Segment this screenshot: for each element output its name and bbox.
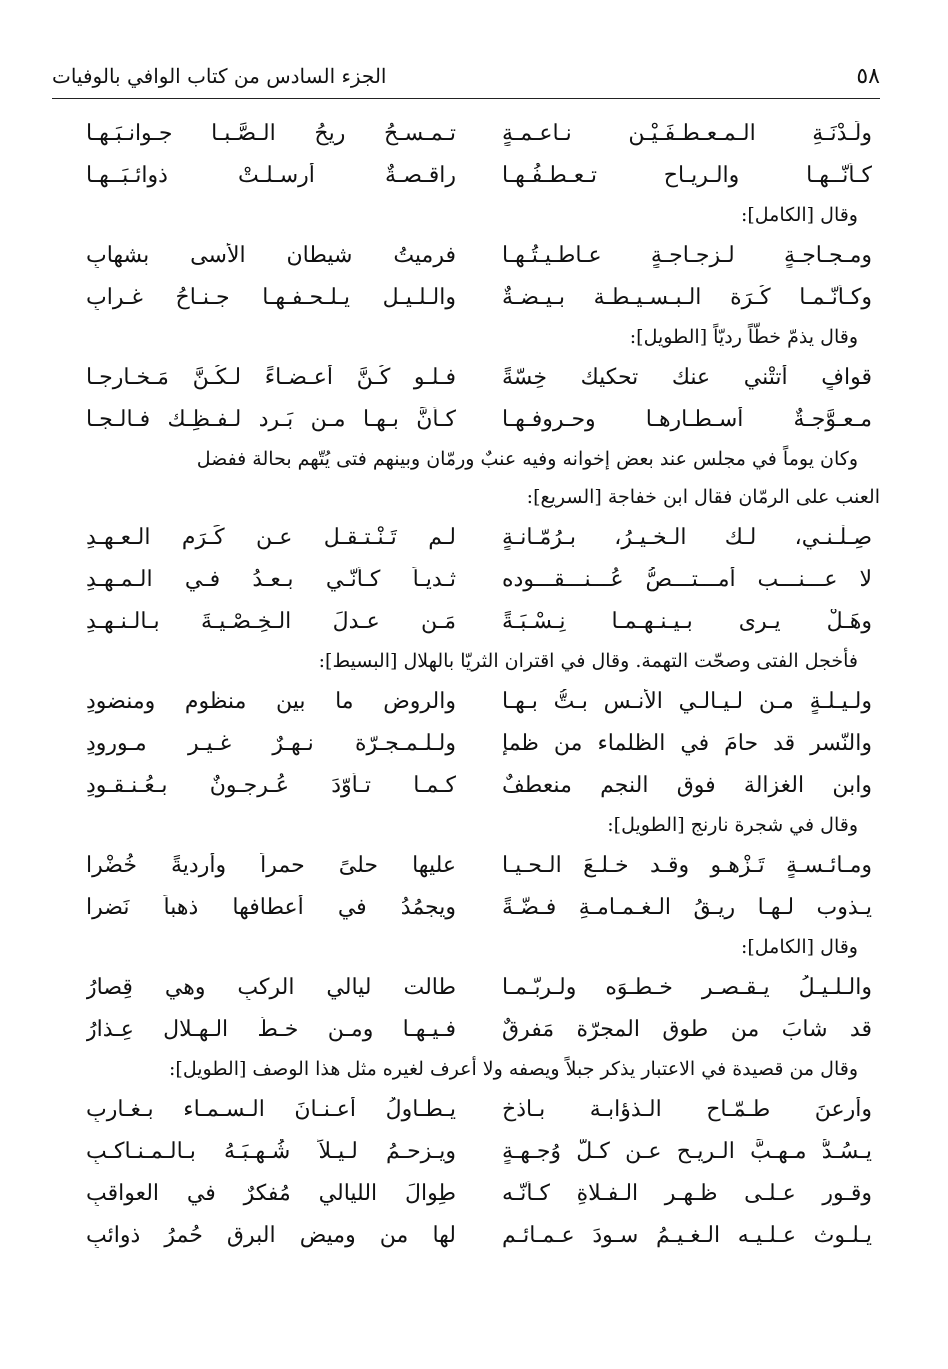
verse-first-hemistich: ومـجـاجـةٍ لـزجـاجـةٍ عـاطـيـتُـهـا bbox=[502, 242, 872, 268]
verse-first-hemistich: وأرعنَ طـمّـاحِ الـذؤابـة بـاذخٍ bbox=[502, 1096, 872, 1122]
poem-introduction: وقال [الكامل]: bbox=[740, 204, 858, 226]
verse-first-hemistich: والنّسر قد حامَ في الظلماء من ظمإٍ bbox=[502, 730, 872, 756]
verse-second-hemistich: ثـديـاً كـأنّـي بـعـدُ فـي الـمـهـدِ bbox=[86, 566, 456, 592]
poem-introduction: وقال من قصيدة في الاعتبار يذكر جبلاً ويصفه ولا أعرف لغيره مثل هذا الوصف [الطويل]: bbox=[169, 1058, 858, 1080]
verse-line bbox=[52, 398, 880, 440]
verse-second-hemistich: والـلـيـل يـلـحـفـهـا جـنـاحُ غـرابِ bbox=[86, 284, 456, 310]
verse-second-hemistich: ويـزحـمُ لـيـلاً شُـهـبَـهُ بـالـمـنـاكـبِ bbox=[86, 1138, 456, 1164]
verse-second-hemistich: تـمـسـحُ ريحُ الـصَّـبـا جـوانـبَـهـا bbox=[86, 120, 456, 146]
verse-line bbox=[52, 558, 880, 600]
verse-second-hemistich: راقـصـةٌ أرسـلـتْ ذوائـبَــهـا bbox=[86, 162, 456, 188]
verse-second-hemistich: كـمـا تـأوّدَ عُـرجـونٌ بـعُـنـقـودِ bbox=[86, 772, 456, 798]
verse-second-hemistich: عليها حلىً حمراً وأرديةً خُضْرا bbox=[86, 852, 456, 878]
verse-second-hemistich: لـم تَـنْـتـقـل عـن كَـرَم الـعـهـدِ bbox=[86, 524, 456, 550]
verse-line bbox=[52, 356, 880, 398]
running-title: الجزء السادس من كتاب الوافي بالوفيات bbox=[52, 64, 387, 88]
verse-first-hemistich: وكـأنّـمـا كُـرَة الـبـسـيـطـة بـيـضـةٌ bbox=[502, 284, 872, 310]
verse-first-hemistich: صِـلْـنـي، لـك الـخـيـرُ، بـرُمّـانـةٍ bbox=[502, 524, 872, 550]
header-divider bbox=[52, 98, 880, 99]
verse-line bbox=[52, 966, 880, 1008]
verse-first-hemistich: يـلـوث عـلـيـه الـغـيـمُ سـودَ عـمـائـمٍ bbox=[502, 1222, 872, 1248]
prose-line: وكان يوماً في مجلس عند بعض إخوانه وفيه عنبٌ ورمّان وبينهم فتى يُتّهم بحالة ففضل bbox=[196, 448, 858, 470]
running-header bbox=[52, 58, 880, 94]
verse-first-hemistich: ومـائـسـةٍ تَـزْهـو وقـد خـلـعَ الـحـيـا bbox=[502, 852, 872, 878]
poem-introduction: وقال يذمّ خطّاً رديّاً [الطويل]: bbox=[629, 326, 858, 348]
verse-first-hemistich: وابن الغزالة فوق النجم منعطفٌ bbox=[502, 772, 872, 798]
poem-body bbox=[52, 112, 880, 1256]
verse-second-hemistich: كـأنَّ بـهـا مـن بَـرد لـفـظِـك فـالـجـا bbox=[86, 406, 456, 432]
page-number: ٥٨ bbox=[856, 63, 880, 89]
verse-line bbox=[52, 1088, 880, 1130]
verse-first-hemistich: كـأنّــهـا والـريـاح تـعـطـفُـهـا bbox=[502, 162, 872, 188]
verse-first-hemistich: وهَـلْ يـرى بـيـنـهـمـا نِـسْـبَـةً bbox=[502, 608, 872, 634]
verse-line bbox=[52, 1008, 880, 1050]
verse-line bbox=[52, 680, 880, 722]
verse-second-hemistich: مَـن عـدلَ الـخِـصْـيـةَ بـالـنـهـدِ bbox=[86, 608, 456, 634]
verse-first-hemistich: مـعـوَّجـةٌ أسـطـارهـا وحـروفـهـا bbox=[502, 406, 872, 432]
prose-line: العنب على الرمّان فقال ابن خفاجة [السريع]: bbox=[526, 486, 880, 508]
verse-first-hemistich: لا عـــنـــب أمـــتـــصُّ عُـــنـــقـــوده bbox=[502, 566, 872, 592]
verse-line bbox=[52, 234, 880, 276]
verse-second-hemistich: يـطـاولُ أعـنـانَ الـسـمـاء بـغـاربِ bbox=[86, 1096, 456, 1122]
poem-introduction: فأخجل الفتى وصحّت التهمة. وقال في اقتران الثريّا بالهلال [البسيط]: bbox=[318, 650, 858, 672]
verse-second-hemistich: والروض ما بين منظوم ومنضودِ bbox=[86, 688, 456, 714]
verse-line bbox=[52, 844, 880, 886]
verse-line bbox=[52, 276, 880, 318]
verse-line bbox=[52, 1130, 880, 1172]
verse-first-hemistich: يـسُـدُّ مـهـبَّ الـريـح عـن كـلّ وُجـهـةٍ bbox=[502, 1138, 872, 1164]
poem-introduction: وقال [الكامل]: bbox=[740, 936, 858, 958]
verse-second-hemistich: لها من وميض البرقِ حُمرُ ذوائبِ bbox=[86, 1222, 456, 1248]
verse-first-hemistich: والـلـيـلُ يـقـصـر خـطـوَه ولـربّـمـا bbox=[502, 974, 872, 1000]
verse-line bbox=[52, 1214, 880, 1256]
verse-first-hemistich: قوافٍ أتتْني عنك تحكيك خِسّةً bbox=[502, 364, 872, 390]
verse-line bbox=[52, 112, 880, 154]
verse-second-hemistich: ولـلـمـجـرّة نـهـرٌ غـيـر مـورودِ bbox=[86, 730, 456, 756]
verse-second-hemistich: فـيـهـا ومـن خـطُّ الـهـلال عِـذارُ bbox=[86, 1016, 456, 1042]
verse-second-hemistich: فـلـو كُـنَّ أعـضـاءً لـكُـنَّ مَـخـارجـا bbox=[86, 364, 456, 390]
verse-second-hemistich: فرميتُ شيطان الأسى بشهابِ bbox=[86, 242, 456, 268]
verse-first-hemistich: ولـيـلـةٍ مـن لـيـالـي الأنـس بـتُّ بـهـا bbox=[502, 688, 872, 714]
verse-second-hemistich: ويجمُدُ في أعطافها ذهباً نَضرا bbox=[86, 894, 456, 920]
verse-line bbox=[52, 886, 880, 928]
verse-line bbox=[52, 154, 880, 196]
verse-first-hemistich: وقـورٍ عـلـى ظـهـرِ الـفـلاةِ كـأنّـه bbox=[502, 1180, 872, 1206]
verse-first-hemistich: ولَـدْنَـةِ الـمـعـطـفَـيْـن نـاعـمـةٍ bbox=[502, 120, 872, 146]
verse-line bbox=[52, 1172, 880, 1214]
verse-line bbox=[52, 764, 880, 806]
verse-second-hemistich: طِوالَ الليالي مُفكرٌ في العواقبِ bbox=[86, 1180, 456, 1206]
verse-second-hemistich: طالت ليالي الركبِ وهي قِصارُ bbox=[86, 974, 456, 1000]
verse-line bbox=[52, 600, 880, 642]
verse-line bbox=[52, 516, 880, 558]
verse-first-hemistich: قد شابَ من طوق المجرّة مَفرقٌ bbox=[502, 1016, 872, 1042]
prose-paragraph bbox=[52, 440, 880, 516]
verse-first-hemistich: يـذوب لـهـا ريـقُ الـغـمـامـةِ فـضّـةً bbox=[502, 894, 872, 920]
verse-line bbox=[52, 722, 880, 764]
poem-introduction: وقال في شجرة نارنج [الطويل]: bbox=[607, 814, 858, 836]
